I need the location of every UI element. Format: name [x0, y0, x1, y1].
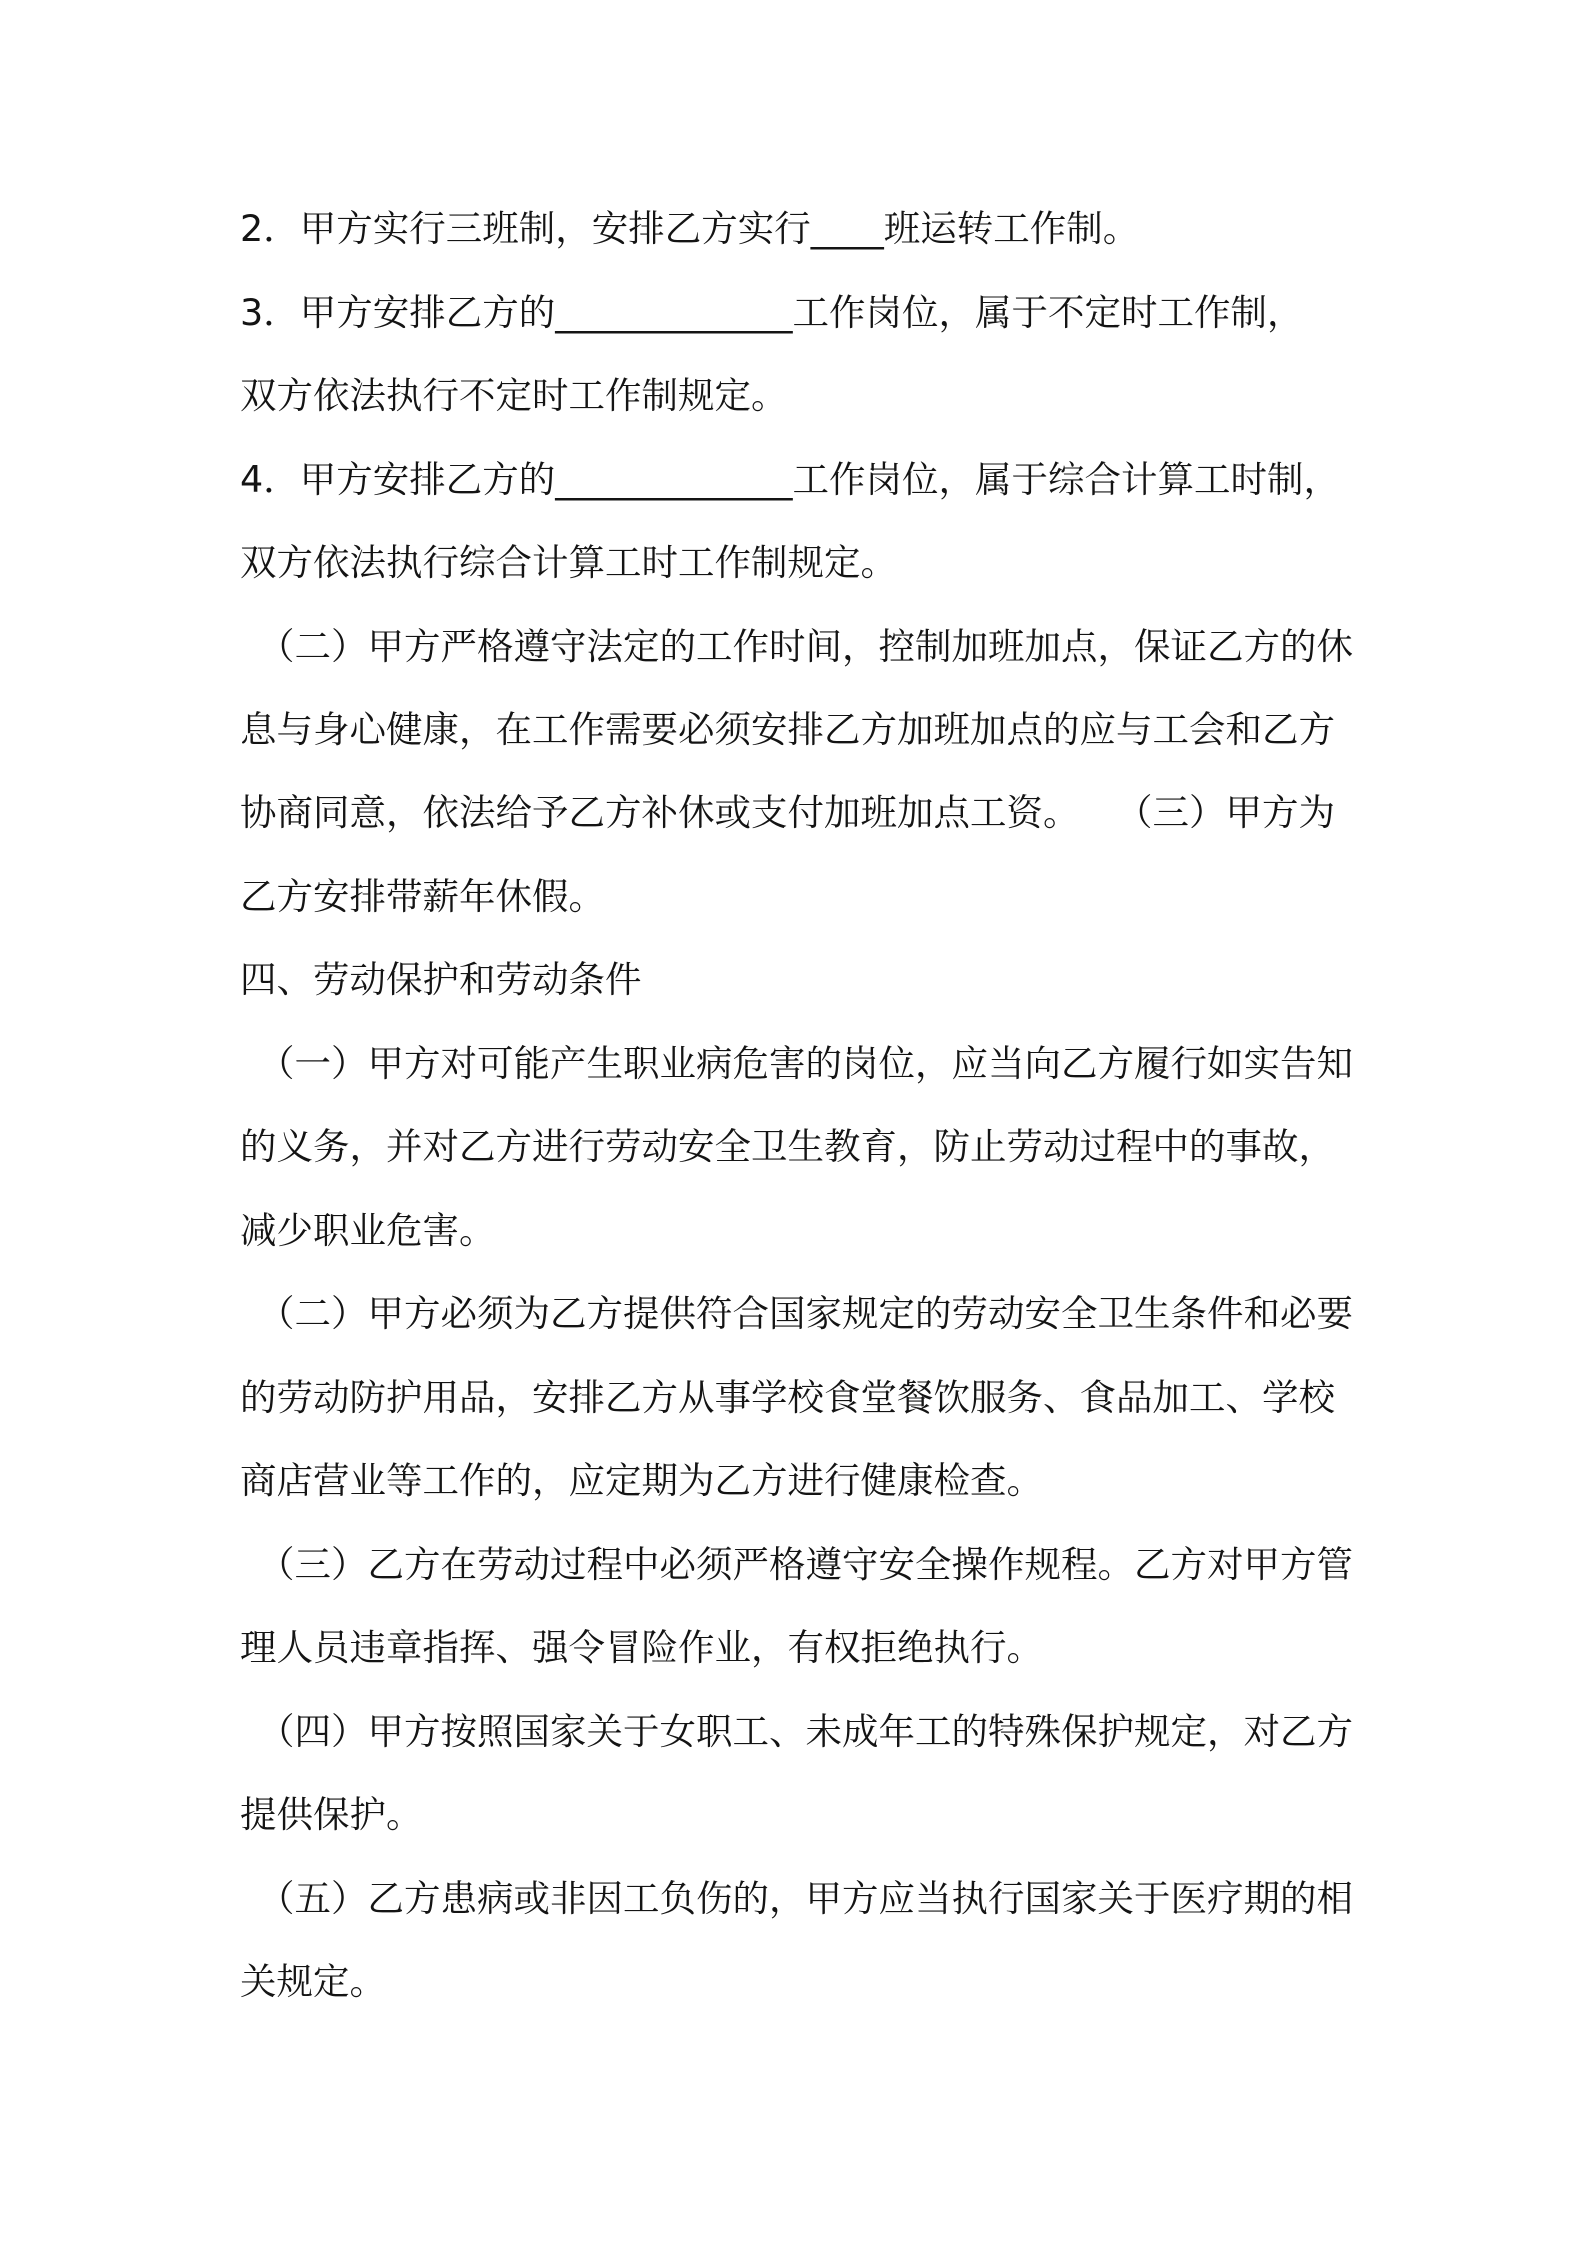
text-line-14: （二）甲方必须为乙方提供符合国家规定的劳动安全卫生条件和必要: [258, 1292, 1353, 1335]
text-line-17: （三）乙方在劳动过程中必须严格遵守安全操作规程。乙方对甲方管: [258, 1543, 1353, 1586]
text-line-15: 的劳动防护用品，安排乙方从事学校食堂餐饮服务、食品加工、学校: [240, 1376, 1335, 1419]
text-line-22: 关规定。: [240, 1960, 386, 2003]
text-line-7: 息与身心健康，在工作需要必须安排乙方加班加点的应与工会和乙方: [240, 708, 1335, 751]
text-line-8: 协商同意，依法给予乙方补休或支付加班加点工资。 （三）甲方为: [240, 791, 1335, 834]
text-line-19: （四）甲方按照国家关于女职工、未成年工的特殊保护规定，对乙方: [258, 1710, 1353, 1753]
text-line-12: 的义务，并对乙方进行劳动安全卫生教育，防止劳动过程中的事故，: [240, 1125, 1335, 1168]
text-line-3: 双方依法执行不定时工作制规定。: [240, 374, 788, 417]
text-line-20: 提供保护。: [240, 1793, 423, 1836]
text-line-11: （一）甲方对可能产生职业病危害的岗位，应当向乙方履行如实告知: [258, 1042, 1353, 1085]
text-line-13: 减少职业危害。: [240, 1209, 496, 1252]
text-line-16: 商店营业等工作的，应定期为乙方进行健康检查。: [240, 1459, 1043, 1502]
text-line-18: 理人员违章指挥、强令冒险作业，有权拒绝执行。: [240, 1626, 1043, 1669]
text-line-2: 3．甲方安排乙方的_____________工作岗位，属于不定时工作制，: [240, 291, 1304, 334]
text-line-1: 2．甲方实行三班制，安排乙方实行____班运转工作制。: [240, 207, 1140, 250]
text-line-6: （二）甲方严格遵守法定的工作时间，控制加班加点，保证乙方的休: [258, 625, 1353, 668]
text-line-9: 乙方安排带薪年休假。: [240, 875, 605, 918]
section-heading: 四、劳动保护和劳动条件: [240, 958, 642, 1001]
text-line-5: 双方依法执行综合计算工时工作制规定。: [240, 541, 897, 584]
text-line-4: 4．甲方安排乙方的_____________工作岗位，属于综合计算工时制，: [240, 458, 1340, 501]
text-line-21: （五）乙方患病或非因工负伤的，甲方应当执行国家关于医疗期的相: [258, 1877, 1353, 1920]
